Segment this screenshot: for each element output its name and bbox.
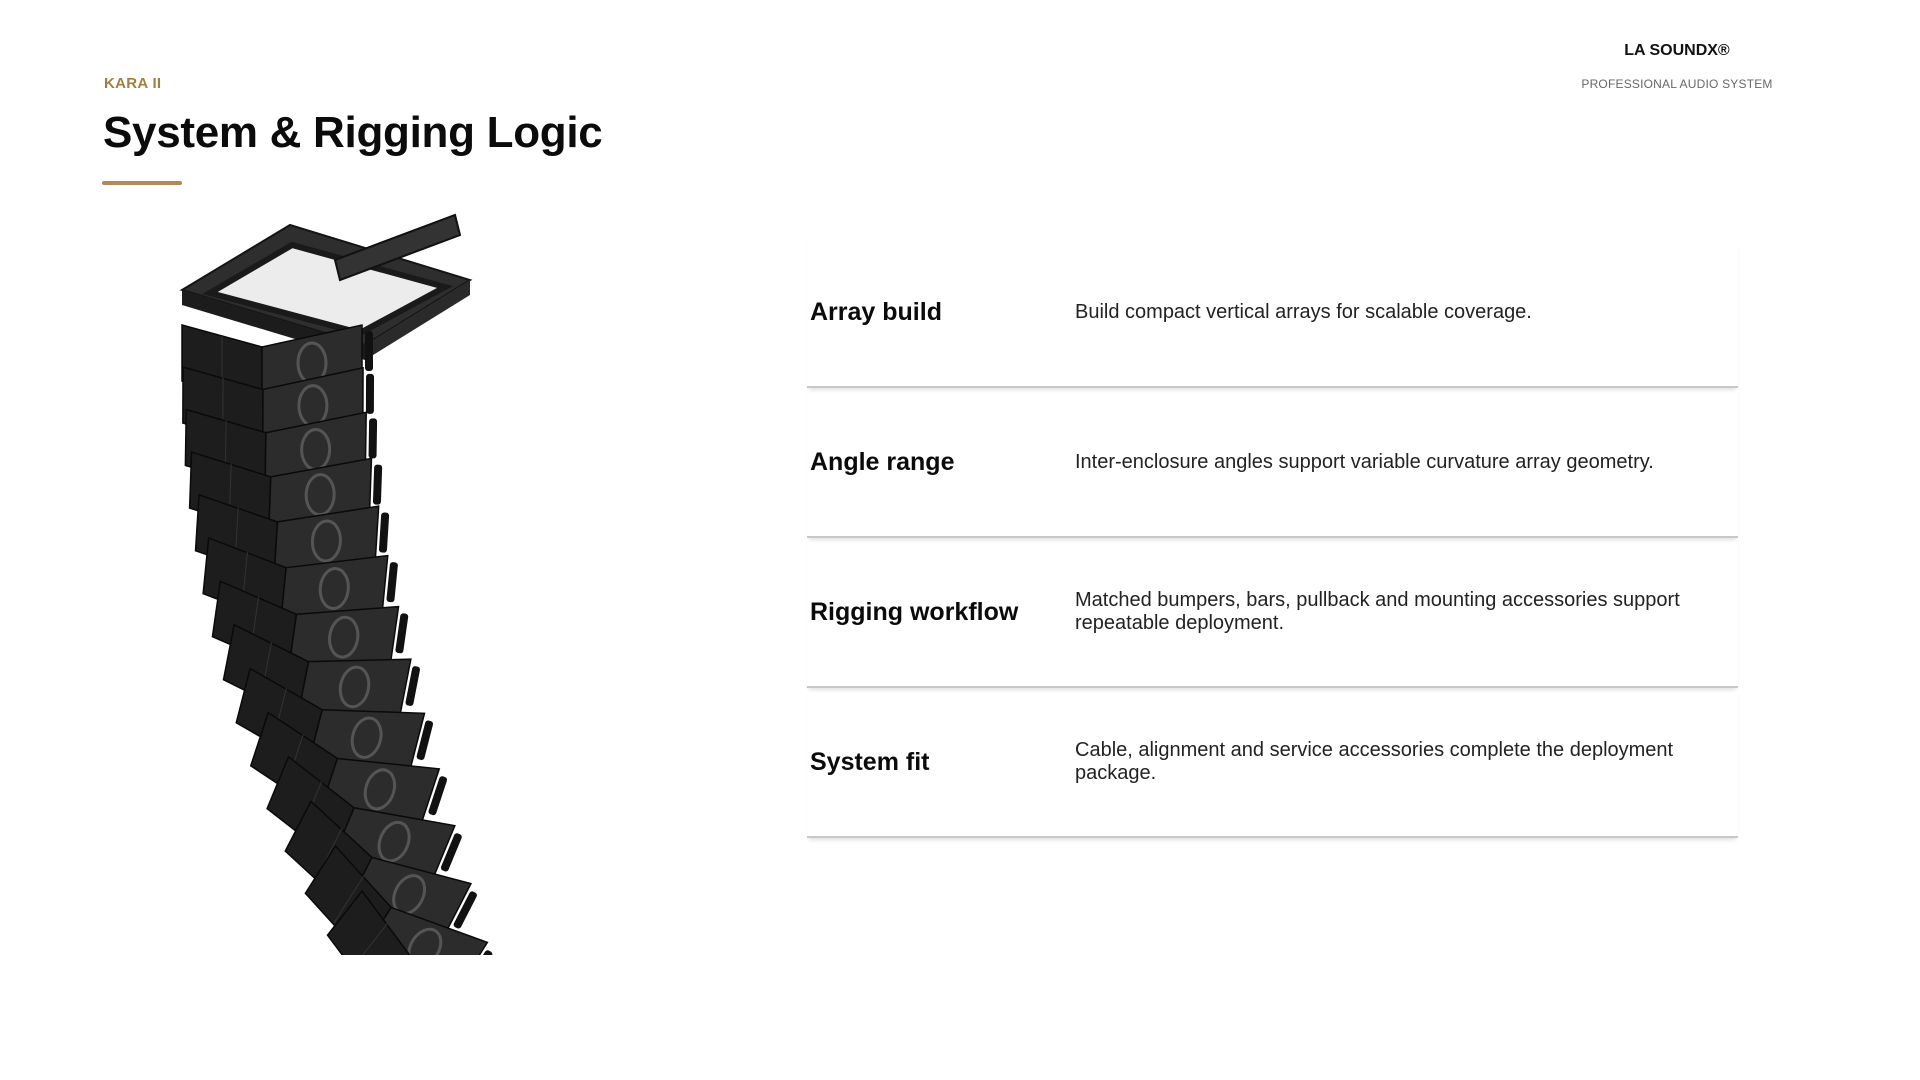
spec-label: Rigging workflow: [810, 597, 1019, 626]
title-underline: [102, 181, 182, 185]
spec-label: Angle range: [810, 447, 955, 476]
brand-subtitle: PROFESSIONAL AUDIO SYSTEM: [1581, 77, 1773, 91]
spec-table: [807, 238, 1738, 838]
spec-row: [807, 538, 1738, 688]
spec-description: Matched bumpers, bars, pullback and mounting accessories support repeatable deployment.: [1075, 589, 1680, 634]
line-array-speaker-icon: [160, 205, 640, 955]
spec-description: Cable, alignment and service accessories complete the deployment package.: [1075, 739, 1674, 784]
page-title: System & Rigging Logic: [103, 108, 603, 157]
spec-description: Inter-enclosure angles support variable curvature array geometry.: [1075, 450, 1654, 473]
spec-row: [807, 688, 1738, 838]
spec-label: System fit: [810, 747, 930, 776]
spec-label: Array build: [810, 297, 942, 326]
spec-row: [807, 238, 1738, 388]
brand-name: LA SOUNDX®: [1624, 42, 1730, 59]
eyebrow-label: KARA II: [104, 75, 162, 92]
spec-row: [807, 388, 1738, 538]
spec-description: Build compact vertical arrays for scalable coverage.: [1075, 300, 1532, 323]
brand-block: [1527, 42, 1827, 91]
